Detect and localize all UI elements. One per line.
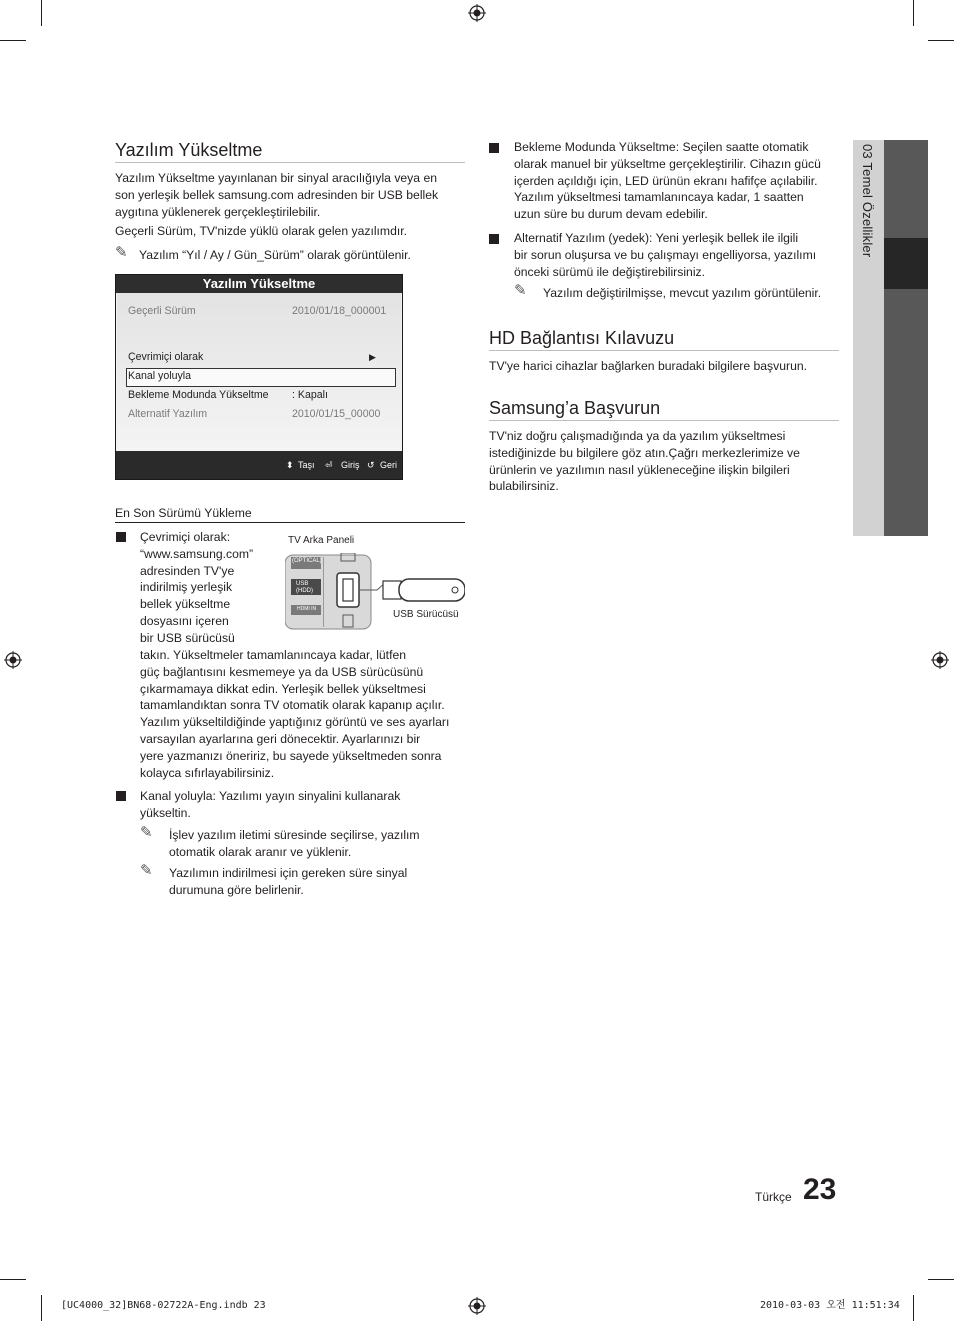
note-alternative: Yazılım değiştirilmişse, mevcut yazılım görüntülenir. <box>543 286 822 300</box>
tv-panel-label: TV Arka Paneli <box>288 535 355 546</box>
registration-mark-icon <box>4 651 22 669</box>
panel-optical-label: (OPTICAL) <box>292 558 322 564</box>
section-title-hd-guide: HD Bağlantısı Kılavuzu <box>489 328 675 348</box>
menu-body <box>117 293 401 453</box>
intro-text: son yerleşik bellek samsung.com adresinden bir USB bellek <box>115 187 439 202</box>
note-download-time <box>169 865 469 899</box>
menu-item-channel[interactable]: Kanal yoluyla <box>128 370 192 382</box>
online-text: kolayca sıfırlayabilirsiniz. <box>140 765 275 780</box>
contact-text: TV'niz doğru çalışmadığında ya da yazılım yükseltmesi <box>489 429 786 443</box>
menu-item-alternative[interactable]: Alternatif Yazılım <box>128 408 208 420</box>
note-text: otomatik olarak aranır ve yüklenir. <box>169 844 352 859</box>
current-version-bold: Geçerli Sürüm <box>115 224 193 238</box>
section-title-contact: Samsung’a Başvurun <box>489 398 661 418</box>
online-text: dosyasını içeren <box>140 613 229 628</box>
intro-text: yayınlanan bir sinyal aracılığıyla veya en <box>214 171 437 185</box>
menu-current-version-value: 2010/01/18_000001 <box>292 305 387 317</box>
note-version-format: Yazılım “Yıl / Ay / Gün_Sürüm” olarak görüntülenir. <box>139 248 411 262</box>
online-text: çıkarmamaya dikkat edin. Yerleşik bellek yükseltmesi <box>140 681 426 696</box>
standby-paragraph <box>514 139 844 223</box>
alternative-text: önceki sürümü ile değiştirebilirsiniz. <box>514 264 706 279</box>
online-text: bellek yükseltme <box>140 597 231 612</box>
intro-text: aygıtına yüklenerek gerçekleştirilebilir. <box>115 204 321 219</box>
up-down-icon: ⬍ <box>286 460 294 470</box>
print-footer-file: [UC4000_32]BN68-02722A-Eng.indb 23 <box>61 1300 266 1311</box>
panel-hdmi-label: HDMI IN <box>297 606 317 612</box>
channel-paragraph <box>140 788 470 822</box>
menu-current-version-label: Geçerli Sürüm <box>128 305 196 317</box>
contact-paragraph <box>489 428 839 495</box>
crop-mark <box>913 1295 914 1321</box>
channel-text: yükseltin. <box>140 805 191 820</box>
standby-text: içerden açıldığı için, LED ürünün ekranı hafifçe açılabilir. <box>514 173 818 188</box>
crop-mark <box>928 1279 954 1280</box>
panel-usb-label: USB <box>296 581 309 587</box>
crop-mark <box>0 40 26 41</box>
square-bullet-icon <box>489 143 499 153</box>
menu-standby-value: : Kapalı <box>292 389 328 401</box>
note-transmission <box>169 827 469 861</box>
online-text: indirilmiş yerleşik <box>140 580 233 595</box>
alternative-text: (yedek): Yeni yerleşik bellek ile ilgili <box>605 231 799 245</box>
note-text: Yazılımın indirilmesi için gereken süre sinyal <box>169 866 408 880</box>
menu-foot-back: Geri <box>380 460 398 470</box>
title-rule <box>115 162 465 163</box>
hd-guide-text: TV'ye harici cihazlar bağlarken buradaki bilgilere başvurun. <box>489 359 808 373</box>
standby-text: olarak manuel bir yükseltme gerçekleştirilir. Cihazın gücü <box>514 156 821 171</box>
note-pencil-icon: ✎ <box>115 244 128 261</box>
online-text: Yazılım yükseltildiğinde yaptığınız görüntü ve ses ayarları <box>140 715 450 730</box>
crop-mark <box>0 1279 26 1280</box>
registration-mark-icon <box>931 651 949 669</box>
menu-arrow-right-icon: ▶ <box>369 352 376 362</box>
chapter-side-marker <box>884 238 928 289</box>
current-version-text: , TV'nizde yüklü olarak gelen yazılımdır. <box>192 224 408 238</box>
standby-text: uzun süre bu durum devam edebilir. <box>514 207 708 222</box>
channel-text: : Yazılımı yayın sinyalini kullanarak <box>212 789 401 803</box>
intro-bold: Yazılım Yükseltme <box>115 171 215 185</box>
menu-foot-enter: Giriş <box>341 460 360 470</box>
tv-menu-screenshot <box>115 274 403 480</box>
note-pencil-icon: ✎ <box>514 282 527 299</box>
chapter-side-label: 03 Temel Özellikler <box>860 144 875 258</box>
return-icon: ↺ <box>367 460 375 470</box>
online-paragraph <box>140 529 290 647</box>
note-text: İşlev yazılım iletimi süresinde seçilirse, yazılım <box>169 828 420 842</box>
usb-drive-label: USB Sürücüsü <box>393 609 459 620</box>
title-rule <box>489 350 839 351</box>
intro-paragraph <box>115 170 465 220</box>
note-pencil-icon: ✎ <box>140 862 153 879</box>
standby-text: Yazılım yükseltmesi tamamlanıncaya kadar, 1 saatten <box>514 190 804 205</box>
registration-mark-icon <box>468 1297 486 1315</box>
crop-mark <box>41 0 42 26</box>
menu-item-standby[interactable]: Bekleme Modunda Yükseltme <box>128 389 269 401</box>
panel-hdd-label: (HDD) <box>296 588 313 594</box>
online-text: tamamlandıktan sonra TV otomatik olarak kapanıp açılır. <box>140 698 445 713</box>
latest-version-heading: En Son Sürümü Yükleme <box>115 506 252 520</box>
online-text: : <box>226 530 231 544</box>
registration-mark-icon <box>468 4 486 22</box>
square-bullet-icon <box>489 234 499 244</box>
menu-footer <box>116 451 402 479</box>
menu-foot-move: Taşı <box>298 460 315 470</box>
note-pencil-icon: ✎ <box>140 824 153 841</box>
heading-rule <box>115 522 465 523</box>
standby-text: : Seçilen saatte otomatik <box>675 140 809 154</box>
alternative-text: bir sorun oluşursa ve bu çalışmayı engelliyorsa, yazılımı <box>514 247 817 262</box>
menu-item-online[interactable]: Çevrimiçi olarak <box>128 351 204 363</box>
online-text: bir USB sürücüsü <box>140 630 235 645</box>
page-number: 23 <box>803 1173 837 1206</box>
contact-text: ürünlerin ve yazılımın nasıl yükleneceğine ilişkin bilgileri <box>489 462 790 477</box>
contact-text: bulabilirsiniz. <box>489 479 559 494</box>
square-bullet-icon <box>116 791 126 801</box>
crop-mark <box>928 40 954 41</box>
crop-mark <box>41 1295 42 1321</box>
online-text: “www.samsung.com” <box>140 546 254 561</box>
menu-title: Yazılım Yükseltme <box>116 275 402 293</box>
note-text: durumuna göre belirlenir. <box>169 882 304 897</box>
title-rule <box>489 420 839 421</box>
online-text: takın. Yükseltmeler tamamlanıncaya kadar, lütfen <box>140 648 407 662</box>
crop-mark <box>913 0 914 26</box>
enter-icon: ⏎ <box>325 460 333 470</box>
channel-bold: Kanal yoluyla <box>140 789 213 803</box>
alternative-bold: Alternatif Yazılım <box>514 231 605 245</box>
online-paragraph-continued <box>140 647 470 781</box>
contact-text: istediğinizde bu bilgilere göz atın.Çağrı merkezlerimize ve <box>489 445 800 460</box>
online-text: güç bağlantısını kesmemeye ya da USB sürücüsünü <box>140 664 424 679</box>
chapter-side-band <box>884 140 928 536</box>
page-language: Türkçe <box>755 1190 792 1204</box>
print-footer-date: 2010-03-03 오전 11:51:34 <box>760 1300 900 1311</box>
online-text: varsayılan ayarlarına geri dönecektir. Ayarlarınızı bir <box>140 731 421 746</box>
menu-alternative-value: 2010/01/15_00000 <box>292 408 381 420</box>
alternative-paragraph <box>514 230 844 280</box>
square-bullet-icon <box>116 532 126 542</box>
current-version-paragraph <box>115 223 465 240</box>
section-title-software-upgrade: Yazılım Yükseltme <box>115 140 263 160</box>
online-text: yere yazmanızı öneririz, bu sayede yükseltmeden sonra <box>140 748 442 763</box>
online-text: adresinden TV'ye <box>140 563 235 578</box>
standby-bold: Bekleme Modunda Yükseltme <box>514 140 676 154</box>
online-bold: Çevrimiçi olarak <box>140 530 227 544</box>
